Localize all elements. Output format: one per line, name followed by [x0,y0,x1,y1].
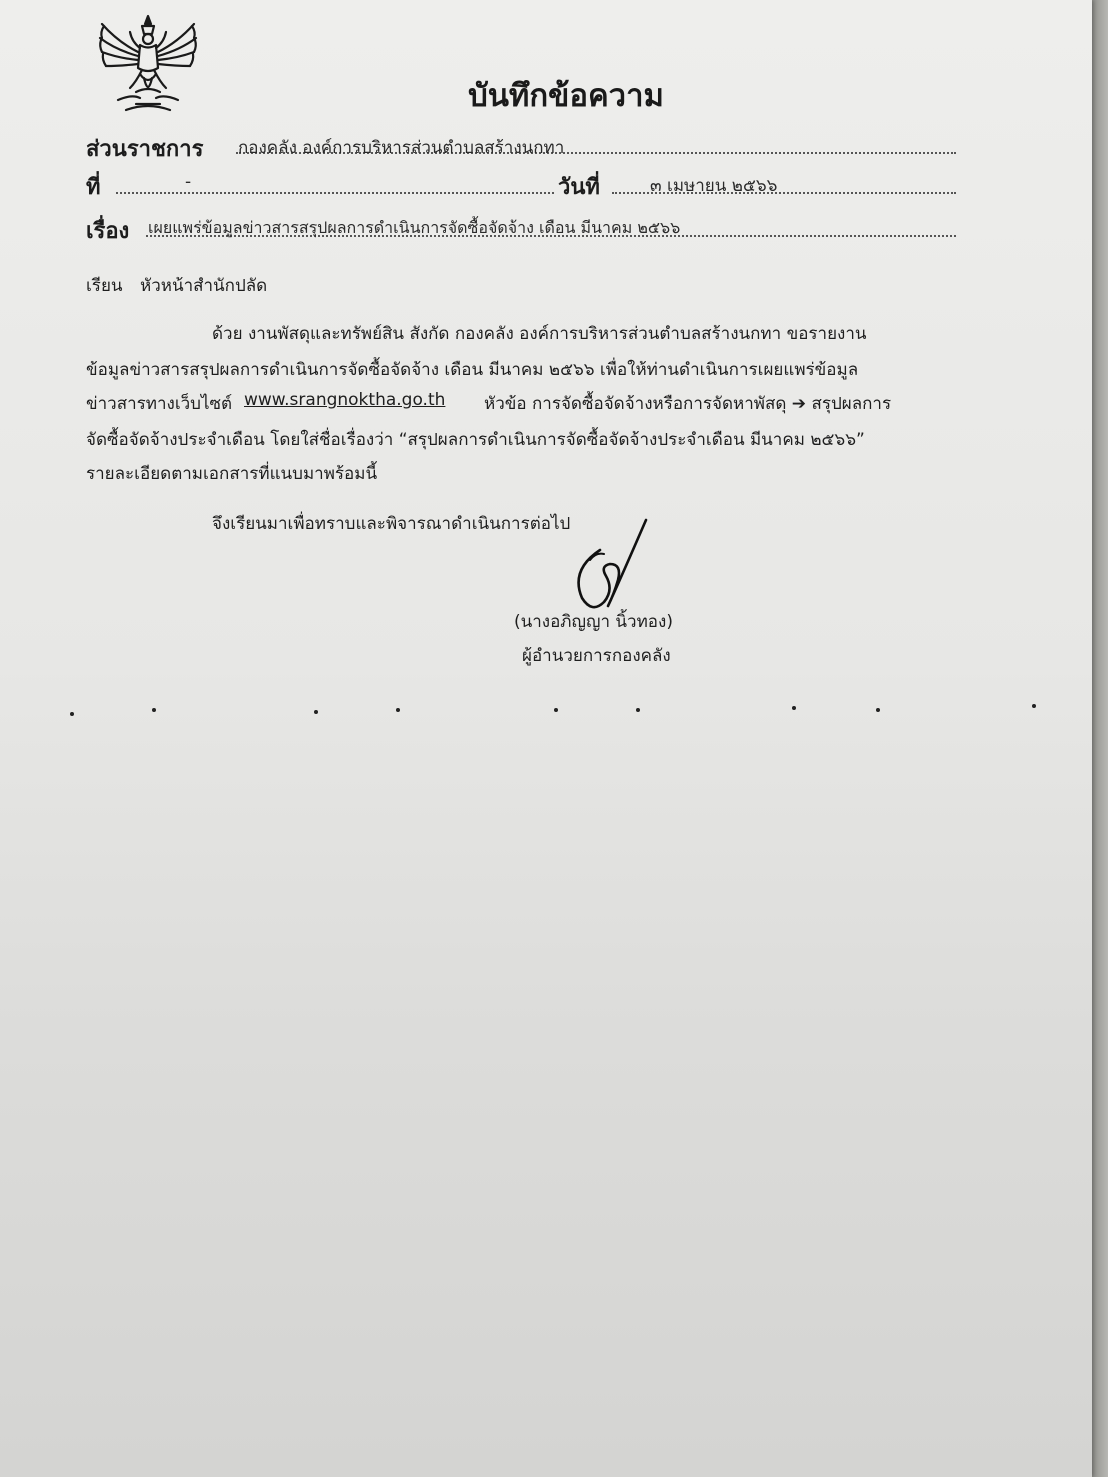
subject-label: เรื่อง [86,219,130,244]
scan-speck [70,712,74,716]
reference-number-label: ที่ [86,175,101,200]
reference-number-value: - [185,172,192,192]
scan-speck [314,710,318,714]
scan-speck [636,708,640,712]
signer-name: (นางอภิญญา นิ้วทอง) [514,612,673,632]
scan-speck [396,708,400,712]
reference-dotted-line [116,192,554,194]
scan-speck [876,708,880,712]
scan-speck [152,708,156,712]
closing-sentence: จึงเรียนมาเพื่อทราบและพิจารณาดำเนินการต่อไป [212,514,571,534]
body-line-1: ด้วย งานพัสดุและทรัพย์สิน สังกัด กองคลัง องค์การบริหารส่วนตำบลสร้างนกทา ขอรายงาน [212,324,867,344]
subject-value: เผยแพร่ข้อมูลข่าวสารสรุปผลการดำเนินการจัดซื้อจัดจ้าง เดือน มีนาคม ๒๕๖๖ [148,218,681,237]
department-label: ส่วนราชการ [86,137,204,162]
signer-position: ผู้อำนวยการกองคลัง [522,646,671,666]
website-url: www.srangnoktha.go.th [244,390,446,410]
body-line-2: ข้อมูลข่าวสารสรุปผลการดำเนินการจัดซื้อจัดจ้าง เดือน มีนาคม ๒๕๖๖ เพื่อให้ท่านดำเนินการเผยแพร่ข้อมูล [86,360,859,380]
page-title: บันทึกข้อความ [468,78,664,114]
scan-speck [792,706,796,710]
body-line-3-prefix: ข่าวสารทางเว็บไซต์ [86,394,233,414]
date-label: วันที่ [558,175,600,200]
department-value: กองคลัง องค์การบริหารส่วนตำบลสร้างนกทา [238,138,565,158]
salutation-label: เรียน [86,276,123,296]
body-line-5: รายละเอียดตามเอกสารที่แนบมาพร้อมนี้ [86,464,378,484]
body-line-3-suffix: หัวข้อ การจัดซื้อจัดจ้างหรือการจัดหาพัสดุ ➔ สรุปผลการ [484,394,892,414]
body-line-4: จัดซื้อจัดจ้างประจำเดือน โดยใส่ชื่อเรื่องว่า “สรุปผลการดำเนินการจัดซื้อจัดจ้างประจำเดือน มีนาคม ๒๕๖๖” [86,430,865,450]
desk-background [1090,0,1108,1477]
scan-speck [554,708,558,712]
scan-speck [1032,704,1036,708]
date-value: ๓ เมษายน ๒๕๖๖ [650,176,778,196]
salutation-recipient: หัวหน้าสำนักปลัด [140,276,268,296]
